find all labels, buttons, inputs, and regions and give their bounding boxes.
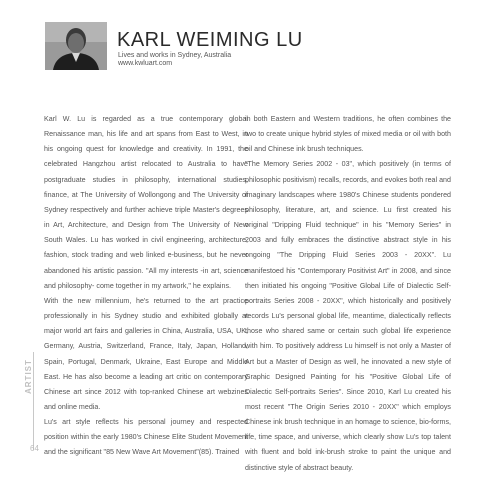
artist-name: KARL WEIMING LU [117,29,303,51]
artist-location: Lives and works in Sydney, Australia [118,52,232,59]
artist-header [45,22,445,72]
biography-paragraph: "The Memory Series 2002 - 03", which positively (in terms of philosophic positivism) recalls, records, and evokes both real and imaginary landscapes where 1980's Chinese students pondered philosophy, literature, art, and science. Lu first created his original "Dripping Fluid technique" in his "Memory Series" in 2003 and fully embraces the distinctive abstract style in his ongoing "The Dripping Fluid Series 2003 - 20XX". Lu manifestoed his "Contemporary Positivist Art" in 2008, and since then initiated his ongoing "Positive Global Life of Dialectic Self-portraits Series 2008 - 20XX", which historically and positively records Lu's personal global life, meantime, dialectically reflects those who shared same or certain such global life experience with him. To positively address Lu himself is not only a Master of Art but a Master of Design as well, he innovated a new style of Graphic Designed Painting for his "Positive Global Life of Dialectic Self-portraits Series". Since 2010, Karl Lu created his most recent "The Origin Series 2010 - 20XX" which employs Chinese ink brush technique in an homage to science, bio-forms, life, time space, and universe, which clearly show Lu's top talent with fluent and bold ink-brush stroke to paint the unique and distinctive style of abstract beauty. [245,160,451,472]
artist-website: www.kwluart.com [118,60,173,67]
biography-right-column [245,112,451,476]
biography-paragraph: Lu's art style reflects his personal journey and respected position within the early 1980's Chinese Elite Student Movement and the significant "85 New Wave Art Movement"(85). Trained [44,418,248,457]
artist-portrait-photo [45,22,107,70]
biography-paragraph: in both Eastern and Western traditions, he often combines the two to create unique hybrid styles of mixed media or oil with both oil and Chinese ink brush techniques. [245,115,451,154]
biography-left-column [44,112,248,461]
section-label: ARTIST [24,359,33,394]
biography-paragraph: Karl W. Lu is regarded as a true contemporary global Renaissance man, his life and art spans from East to West, in his ongoing quest for knowledge and creativity. In 1991, the celebrated Hangzhou artist relocated to Australia to have postgraduate studies in philosophy, international studies, finance, at The University of Wollongong and The University of Sydney respectively and further achieve triple Master's degrees in Art, Architecture, and Design from The University of New South Wales. Lu has worked in civil engineering, architecture, fashion, stock trading and web linked e-business, but he never abandoned his artistic passion. "All my interests -in art, science and philosophy- come together in my artwork," he explains. [44,115,248,290]
biography-paragraph: With the new millennium, he's returned to the art practice professionally in his Sydney studio and exhibited globally at major world art fairs and galleries in China, Australia, USA, UK, Germany, Austria, Switzerland, France, Italy, Japan, Holland, Spain, Portugal, Denmark, Ukraine, East Europe and Middle East. He has also become a leading art critic on contemporary Chinese art since 2012 with top-ranked Chinese art webzines and online media. [44,296,248,411]
page-number: 64 [30,444,39,453]
